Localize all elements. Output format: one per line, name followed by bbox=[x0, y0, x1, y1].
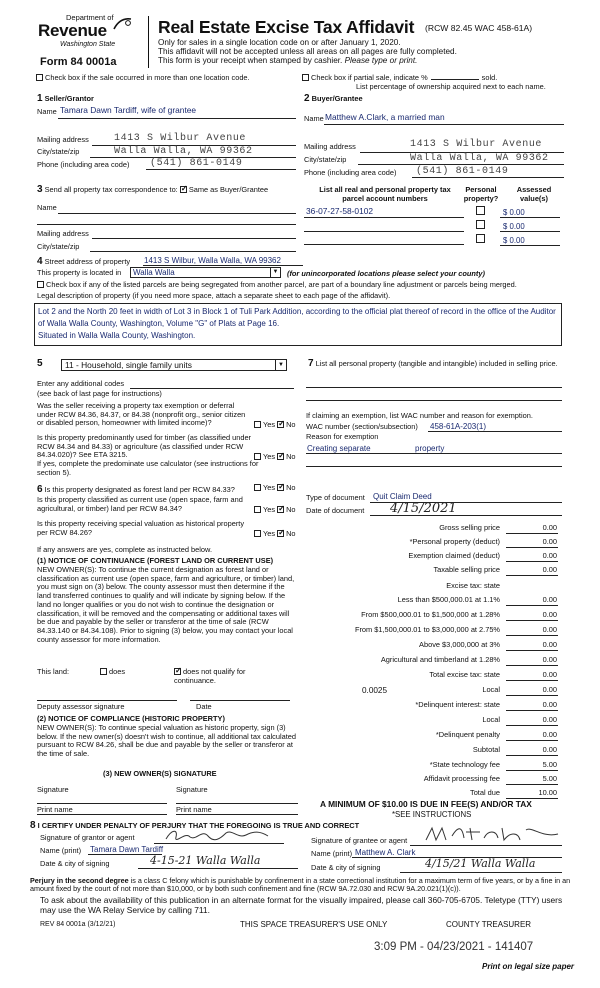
partial-sale-note: List percentage of ownership acquired next to each name. bbox=[356, 82, 546, 91]
legal-size-note: Print on legal size paper bbox=[482, 962, 575, 971]
s5-q2: Is this property predominantly used for timber (as classified under RCW 84.34 and 84.33) or agriculture (as classified under RCW 84.34.020)? See ETA 3215. bbox=[37, 433, 252, 460]
doc-date[interactable]: 4/15/2021 bbox=[390, 501, 457, 516]
tax-row: *Delinquent interest: state 0.00 bbox=[415, 700, 557, 709]
chevron-down-icon[interactable]: ▼ bbox=[270, 268, 280, 277]
location-select[interactable]: Walla Walla ▼ bbox=[130, 267, 281, 278]
buyer-phone-label: Phone (including area code) bbox=[304, 168, 397, 177]
header-divider bbox=[148, 16, 149, 68]
s6-q1: 6 Is this property designated as forest land per RCW 84.33? bbox=[37, 484, 235, 495]
tax-row: Affidavit processing fee 5.00 bbox=[423, 774, 557, 783]
section3-heading: 3 Send all property tax correspondence to: ✓ Same as Buyer/Grantee bbox=[37, 184, 268, 196]
doc-type-label: Type of document bbox=[306, 493, 365, 502]
logo-dept: Department of bbox=[66, 13, 114, 22]
segregated-check[interactable]: Check box if any of the listed parcels are being segregated from another parcel, are part of a boundary line adjustment or parcels being merged. bbox=[37, 281, 517, 290]
buyer-city-label: City/state/zip bbox=[304, 155, 347, 164]
s6-q2-answer: Yes✓ No bbox=[254, 506, 296, 515]
grantor-date-label: Date & city of signing bbox=[40, 859, 110, 868]
subtitle-3: This form is your receipt when stamped by cashier. Please type or print. bbox=[158, 56, 418, 65]
s5-q1-no[interactable] bbox=[277, 421, 284, 428]
tax-row: Total excise tax: state 0.00 bbox=[429, 670, 557, 679]
located-label: This property is located in bbox=[37, 268, 122, 277]
tax-row: *Delinquent penalty 0.00 bbox=[435, 730, 557, 739]
logo-state: Washington State bbox=[60, 41, 116, 48]
doc-type[interactable]: Quit Claim Deed bbox=[373, 492, 432, 501]
personal-checkbox-1[interactable] bbox=[476, 206, 485, 215]
grantor-date[interactable]: 4-15-21 Walla Walla bbox=[150, 854, 261, 867]
tax-row: From $1,500,000.01 to $3,000,000 at 2.75% 0.00 bbox=[354, 625, 557, 634]
perjury-text: Perjury in the second degree is a class C felony which is punishable by confinement in a state correctional institution for a maximum term of five years, or by a fine in an amount fixed by the court of not more than $10,000, or by both such confinement and fine (RCW 9A.72.030 and RCW 9A.20.021(1)(c)). bbox=[30, 876, 571, 894]
rev-number: REV 84 0001a (3/12/21) bbox=[40, 921, 116, 928]
reason-a[interactable]: Creating separate bbox=[307, 444, 371, 453]
treasurer-only: THIS SPACE TREASURER'S USE ONLY bbox=[240, 920, 388, 929]
seller-phone[interactable]: (541) 861-0149 bbox=[150, 158, 243, 169]
tax-value[interactable]: 10.00 bbox=[506, 789, 558, 799]
s6-q2: Is this property classified as current use (open space, farm and agricultural, or timber) land per RCW 84.34? bbox=[37, 495, 243, 513]
wac-label: WAC number (section/subsection) bbox=[306, 422, 418, 431]
s6-q3: Is this property receiving special valuation as historical property per RCW 84.26? bbox=[37, 519, 245, 537]
segregated-checkbox[interactable] bbox=[37, 281, 44, 288]
notice1-text: NEW OWNER(S): To continue the current designation as forest land or classification as current use (open space, farm and agriculture, or timber) land, you must sign on (3) below. The county assessor must then determine if the land transferred continues to qualify and will indicate by signing below. If the land no longer qualifies or you do not wish to continue the designation or classification, it will be removed and the compensating or additional taxes will be due and payable by the seller or transferor at the time of sale (RCW 84.33.140 or 84.34.108). Prior to signing (3) below, you may contact your local county assessor for more information. bbox=[37, 565, 295, 644]
buyer-mail[interactable]: 1413 S Wilbur Avenue bbox=[410, 139, 543, 150]
tax-value[interactable]: 0.00 bbox=[506, 641, 558, 651]
rcw-reference: (RCW 82.45 WAC 458-61A) bbox=[425, 23, 533, 33]
tax-row: Exemption claimed (deduct) 0.00 bbox=[408, 551, 557, 560]
tax-value[interactable]: 5.00 bbox=[506, 775, 558, 785]
deputy-date-label: Date bbox=[196, 702, 212, 711]
section5-number: 5 bbox=[37, 358, 43, 369]
seller-name[interactable]: Tamara Dawn Tardiff, wife of grantee bbox=[60, 105, 197, 115]
grantee-date[interactable]: 4/15/21 Walla Walla bbox=[425, 857, 536, 870]
seller-heading: 1 Seller/Grantor bbox=[37, 93, 94, 104]
tax-value[interactable]: 0.00 bbox=[506, 596, 558, 606]
personal-checkbox-2[interactable] bbox=[476, 220, 485, 229]
s6-q2-no[interactable] bbox=[277, 506, 284, 513]
grantee-name-label: Name (print) bbox=[311, 849, 353, 858]
s5-q1-yes[interactable] bbox=[254, 421, 261, 428]
land-does: does bbox=[100, 668, 125, 677]
tax-value[interactable]: 5.00 bbox=[506, 761, 558, 771]
deputy-label: Deputy assessor signature bbox=[37, 702, 125, 711]
parcel-1[interactable]: 36-07-27-58-0102 bbox=[306, 206, 374, 216]
buyer-heading: 2 Buyer/Grantee bbox=[304, 93, 363, 104]
tax-row: Gross selling price 0.00 bbox=[439, 523, 557, 532]
s6-q3-answer: Yes✓ No bbox=[254, 530, 296, 539]
county-treasurer: COUNTY TREASURER bbox=[446, 920, 532, 929]
partial-sale-check[interactable]: Check box if partial sale, indicate % sold. bbox=[302, 74, 497, 83]
legal-line-2: of Walla Walla County, Washington, Volume "G" of Plats at Page 16. bbox=[38, 319, 280, 328]
local-rate: 0.0025 bbox=[362, 686, 388, 695]
land-does-checkbox[interactable] bbox=[100, 668, 107, 675]
minimum-note: A MINIMUM OF $10.00 IS DUE IN FEE(S) AND/OR TAX bbox=[320, 799, 532, 809]
tax-row: From $500,000.01 to $1,500,000 at 1.28% 0.00 bbox=[361, 610, 557, 619]
grantor-name[interactable]: Tamara Dawn Tardiff bbox=[90, 845, 164, 854]
personal-header: Personal property? bbox=[463, 185, 499, 203]
grantor-signature[interactable] bbox=[162, 827, 272, 843]
same-as-buyer-checkbox[interactable] bbox=[180, 186, 187, 193]
tax-row: Subtotal 0.00 bbox=[472, 745, 557, 754]
s5-q1-answer: Yes✓ No bbox=[254, 421, 296, 430]
s3-name-label: Name bbox=[37, 203, 57, 212]
certify: 8 I CERTIFY UNDER PENALTY OF PERJURY THAT THE FOREGOING IS TRUE AND CORRECT bbox=[30, 820, 360, 831]
buyer-name[interactable]: Matthew A.Clark, a married man bbox=[325, 112, 445, 122]
s5-q2-no[interactable] bbox=[277, 453, 284, 460]
codes-note: (see back of last page for instructions) bbox=[37, 389, 162, 398]
legal-line-1: Lot 2 and the North 20 feet in width of Lot 3 in Block 1 of Tuli Park Addition, according to the official plat thereof of record in the office of the Auditor bbox=[38, 307, 556, 316]
tax-row: Local 0.00 bbox=[482, 715, 557, 724]
new-owner-sig-2: Signature bbox=[176, 785, 208, 794]
notice1-head: (1) NOTICE OF CONTINUANCE (FOREST LAND OR CURRENT USE) bbox=[37, 556, 274, 565]
codes-label: Enter any additional codes bbox=[37, 379, 125, 388]
tax-value[interactable]: 0.00 bbox=[506, 731, 558, 741]
tax-row: *Personal property (deduct) 0.00 bbox=[409, 537, 557, 546]
s3-city-label: City/state/zip bbox=[37, 242, 80, 251]
section4-street: 4 Street address of property bbox=[37, 256, 131, 267]
multi-location-checkbox[interactable] bbox=[36, 74, 43, 81]
buyer-name-label: Name bbox=[304, 114, 324, 123]
new-owner-print-1: Print name bbox=[37, 805, 73, 814]
tax-value[interactable]: 0.00 bbox=[506, 566, 558, 576]
seller-mail[interactable]: 1413 S Wilbur Avenue bbox=[114, 133, 247, 144]
tax-value[interactable]: 0.00 bbox=[506, 671, 558, 681]
seller-name-label: Name bbox=[37, 107, 57, 116]
exemption-label: If claiming an exemption, list WAC number and reason for exemption. bbox=[306, 411, 533, 420]
logo-revenue: Revenue bbox=[38, 21, 107, 40]
doc-date-label: Date of document bbox=[306, 506, 365, 515]
tax-value[interactable]: 0.00 bbox=[506, 611, 558, 621]
s5-q2-answer: Yes✓ No bbox=[254, 453, 296, 462]
wac-number[interactable]: 458-61A-203(1) bbox=[430, 422, 487, 431]
legal-line-3: Situated in Walla Walla County, Washington. bbox=[38, 331, 196, 340]
grantee-name[interactable]: Matthew A. Clark bbox=[355, 848, 416, 857]
grantee-signature[interactable] bbox=[422, 824, 562, 844]
partial-sale-checkbox[interactable] bbox=[302, 74, 309, 81]
reason-label: Reason for exemption bbox=[306, 432, 379, 441]
reason-b[interactable]: property bbox=[415, 444, 445, 453]
subtitle-2: This affidavit will not be accepted unless all areas on all pages are fully completed. bbox=[158, 47, 457, 56]
assessed-3[interactable]: $ 0.00 bbox=[503, 236, 525, 245]
seller-city[interactable]: Walla Walla, WA 99362 bbox=[114, 146, 253, 157]
s5-q1: Was the seller receiving a property tax exemption or deferral under RCW 84.36, 84.37, or 84.38 (nonprofit org., senior citizen or disabled person, homeowner with limited income)? bbox=[37, 401, 246, 428]
legal-description-box[interactable] bbox=[34, 303, 562, 346]
buyer-phone[interactable]: (541) 861-0149 bbox=[416, 166, 509, 177]
located-note: (for unincorporated locations please select your county) bbox=[287, 269, 485, 278]
revenue-logo bbox=[36, 14, 144, 54]
tax-value[interactable]: 0.00 bbox=[506, 746, 558, 756]
assessed-header: Assessed value(s) bbox=[516, 185, 552, 203]
new-owner-sig-1: Signature bbox=[37, 785, 69, 794]
seller-phone-label: Phone (including area code) bbox=[37, 160, 130, 169]
this-land-label: This land: bbox=[37, 667, 70, 676]
alt-format: To ask about the availability of this publication in an alternate format for the visually impaired, please call 360-705-6705. Teletype (TTY) users may use the WA Relay Service by calling 711. bbox=[40, 895, 563, 915]
tax-row: Less than $500,000.01 at 1.1% 0.00 bbox=[397, 595, 557, 604]
tax-row: Excise tax: state bbox=[446, 581, 500, 590]
page-title: Real Estate Excise Tax Affidavit bbox=[158, 17, 415, 37]
land-does-not-checkbox[interactable] bbox=[174, 668, 181, 675]
section7-text: 7 List all personal property (tangible and intangible) included in selling price. bbox=[308, 358, 558, 369]
s6-q3-no[interactable] bbox=[277, 530, 284, 537]
tax-value[interactable]: 0.00 bbox=[506, 701, 558, 711]
grantee-date-label: Date & city of signing bbox=[311, 863, 381, 872]
form-number: Form 84 0001a bbox=[40, 56, 117, 68]
chevron-down-icon[interactable]: ▼ bbox=[275, 360, 286, 370]
tax-value[interactable]: 0.00 bbox=[506, 716, 558, 726]
grantee-sig-label: Signature of grantee or agent bbox=[311, 836, 408, 845]
land-does-not: ✓ does not qualify for continuance. bbox=[174, 668, 286, 685]
tax-row: Above $3,000,000 at 3% 0.00 bbox=[419, 640, 557, 649]
seller-mail-label: Mailing address bbox=[37, 135, 89, 144]
s5-q2b: If yes, complete the predominate use calculator (see instructions for section 5). bbox=[37, 459, 259, 477]
notice2-text: NEW OWNER(S): To continue special valuation as historic property, sign (3) below. If the new owner(s) doesn't wish to continue, all additional tax calculated pursuant to RCW 84.26, shall be due and payable by the seller or transferor at the time of sale. bbox=[37, 723, 297, 759]
s6-q2-yes[interactable] bbox=[254, 506, 261, 513]
s6-q3-yes[interactable] bbox=[254, 530, 261, 537]
tax-value[interactable]: 0.00 bbox=[506, 626, 558, 636]
tax-value[interactable]: 0.00 bbox=[506, 656, 558, 666]
multi-location-check[interactable]: Check box if the sale occurred in more than one location code. bbox=[36, 74, 250, 83]
s6-q1-yes[interactable] bbox=[254, 484, 261, 491]
notice3-head: (3) NEW OWNER(S) SIGNATURE bbox=[103, 769, 217, 778]
tax-row: *State technology fee 5.00 bbox=[429, 760, 557, 769]
assessed-1[interactable]: $ 0.00 bbox=[503, 208, 525, 217]
tax-row: Taxable selling price 0.00 bbox=[433, 565, 557, 574]
s6-q1-answer: Yes✓ No bbox=[254, 484, 296, 493]
s6-q1-no[interactable] bbox=[277, 484, 284, 491]
tax-value[interactable]: 0.00 bbox=[506, 552, 558, 562]
tax-value[interactable]: 0.00 bbox=[506, 538, 558, 548]
new-owner-print-2: Print name bbox=[176, 805, 212, 814]
logo-swoosh-icon bbox=[112, 17, 132, 31]
land-use-select[interactable]: 11 - Household, single family units ▼ bbox=[61, 359, 287, 371]
s6-if-yes: If any answers are yes, complete as instructed below. bbox=[37, 545, 212, 554]
notice2-head: (2) NOTICE OF COMPLIANCE (HISTORIC PROPERTY) bbox=[37, 714, 225, 723]
parcels-header: List all real and personal property tax parcel account numbers bbox=[319, 185, 451, 203]
legal-label: Legal description of property (if you need more space, attach a separate sheet to each page of the affidavit). bbox=[37, 291, 391, 300]
buyer-mail-label: Mailing address bbox=[304, 142, 356, 151]
grantor-sig-label: Signature of grantor or agent bbox=[40, 833, 135, 842]
tax-row: Total due 10.00 bbox=[470, 788, 557, 797]
s3-mail-label: Mailing address bbox=[37, 229, 89, 238]
tax-value[interactable]: 0.00 bbox=[506, 524, 558, 534]
tax-value[interactable]: 0.00 bbox=[506, 686, 558, 696]
see-instructions: *SEE INSTRUCTIONS bbox=[392, 810, 472, 819]
street-address[interactable]: 1413 S Wilbur, Walla Walla, WA 99362 bbox=[144, 256, 281, 265]
receipt-stamp: 3:09 PM - 04/23/2021 - 141407 bbox=[374, 941, 534, 953]
tax-row: Local 0.00 bbox=[482, 685, 557, 694]
seller-city-label: City/state/zip bbox=[37, 147, 80, 156]
tax-row: Agricultural and timberland at 1.28% 0.00 bbox=[380, 655, 557, 664]
personal-checkbox-3[interactable] bbox=[476, 234, 485, 243]
buyer-city[interactable]: Walla Walla, WA 99362 bbox=[410, 153, 549, 164]
subtitle-1: Only for sales in a single location code on or after January 1, 2020. bbox=[158, 38, 401, 47]
grantor-name-label: Name (print) bbox=[40, 846, 82, 855]
assessed-2[interactable]: $ 0.00 bbox=[503, 222, 525, 231]
